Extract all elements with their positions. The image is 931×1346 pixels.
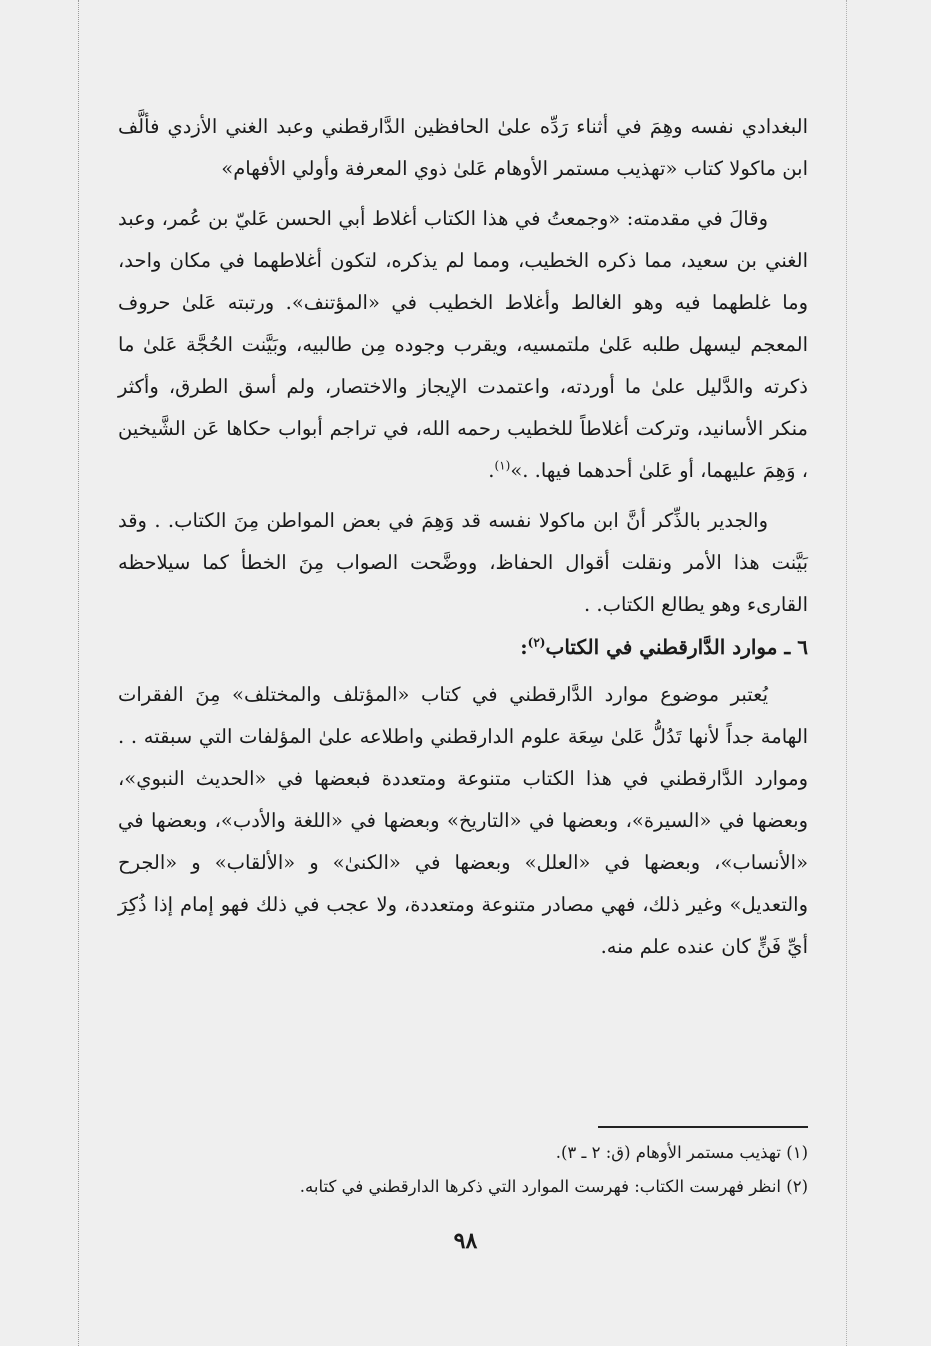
scan-fold-line-left: [78, 0, 79, 1346]
paragraph-1: البغدادي نفسه وهِمَ في أثناء رَدِّه علىٰ الحافظين الدَّارقطني وعبد الغني الأزدي فألَّف ابن ماكولا كتاب «تهذيب مستمر الأوهام عَلىٰ ذوي المعرفة وأولي الأفهام»: [118, 115, 808, 180]
paragraph-4: يُعتبر موضوع موارد الدَّارقطني في كتاب «المؤتلف والمختلف» مِنَ الفقرات الهامة جداً لأنها تَدُلُّ عَلىٰ سِعَة علوم الدارقطني واطلاعه علىٰ المؤلفات التي سبقته . . وموارد الدَّارقطني في هذا الكتاب متنوعة ومتعددة فبعضها في «الحديث النبوي»، وبعضها في «السيرة»، وبعضها في «التاريخ» وبعضها في «اللغة والأدب»، وبعضها في «الأنساب»، وبعضها في «العلل» وبعضها في «الكنىٰ» و «الألقاب» و «الجرح والتعديل» وغير ذلك، فهي مصادر متنوعة ومتعددة، ولا عجب في ذلك فهو إمام إذا ذُكِرَ أيِّ فَنٍّ كان عنده علم منه.: [118, 683, 808, 958]
section-heading-text: ٦ ـ موارد الدَّارقطني في الكتاب: [545, 635, 808, 659]
paragraph-2: [118, 198, 808, 492]
footnote-2: (٢) انظر فهرست الكتاب: فهرست الموارد التي ذكرها الدارقطني في كتابه.: [299, 1177, 808, 1196]
footnote-ref-2: (٢): [527, 635, 546, 650]
footnotes: [118, 1136, 808, 1204]
main-text: [118, 106, 808, 968]
footnote-separator: [598, 1126, 808, 1128]
section-heading-end: :: [520, 635, 528, 659]
paragraph-2-end: .: [488, 459, 495, 482]
scan-fold-line-right: [846, 0, 847, 1346]
footnote-1: (١) تهذيب مستمر الأوهام (ق: ٢ ـ ٣).: [555, 1143, 808, 1162]
page-number: ٩٨: [453, 1228, 478, 1254]
footnote-ref-1: (١): [494, 458, 511, 473]
section-heading: [118, 626, 808, 668]
paragraph-3: والجدير بالذِّكر أنَّ ابن ماكولا نفسه قد وَهِمَ في بعض المواطن مِنَ الكتاب. . وقد بَيَّنت هذا الأمر ونقلت أقوال الحفاظ، ووضَّحت الصواب مِنَ الخطأ كما سيلاحظه القارىء وهو يطالع الكتاب. .: [118, 509, 808, 616]
paragraph-2-text: وقالَ في مقدمته: «وجمعتُ في هذا الكتاب أغلاط أبي الحسن عَليّ بن عُمر، وعبد الغني بن سعيد، مما ذكره الخطيب، ومما لم يذكره، لتكون أغلاطهما في مكان واحد، وما غلطهما فيه وهو الغالط وأغلاط الخطيب في «المؤتنف». ورتبته عَلىٰ حروف المعجم ليسهل طلبه عَلىٰ ملتمسيه، ويقرب وجوده مِن طالبيه، وبَيَّنت الحُجَّة عَلىٰ ما ذكرته والدَّليل علىٰ ما أوردته، واعتمدت الإيجاز والاختصار، ولم أسق الطرق، وأكثر منكر الأسانيد، وتركت أغلاطاً للخطيب رحمه الله، في تراجم أبواب حكاها عَن الشَّيخين ، وَهِمَ عليهما، أو عَلىٰ أحدهما فيها. .»: [118, 207, 808, 482]
